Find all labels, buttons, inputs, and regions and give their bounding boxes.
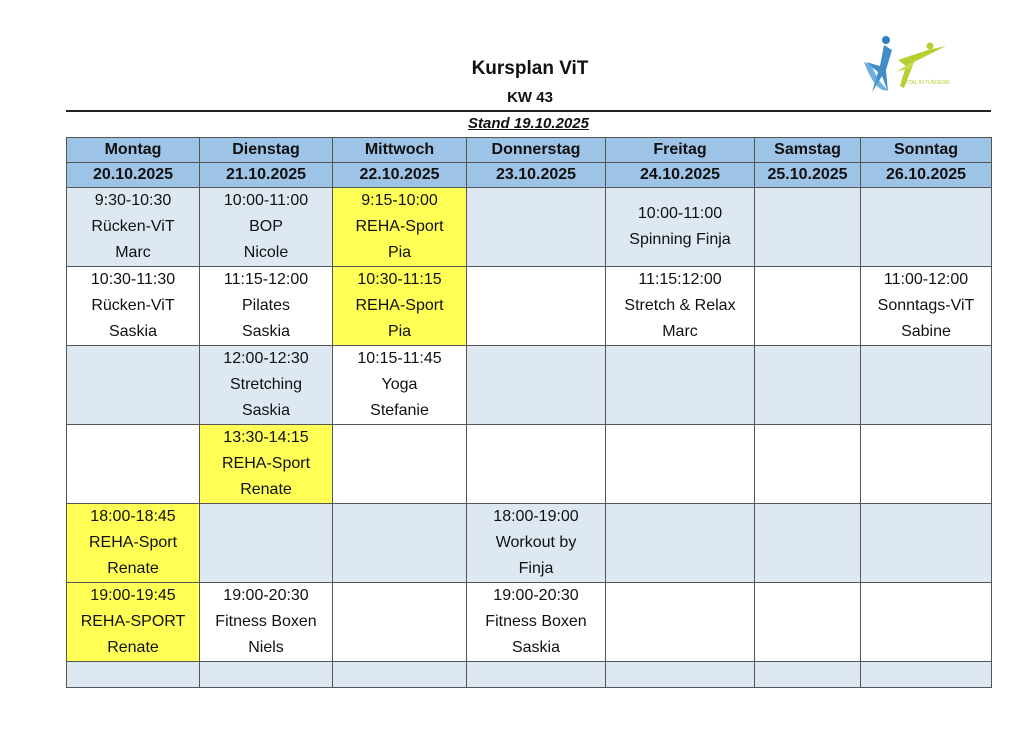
course-time: 11:15:12:00	[638, 271, 722, 288]
day-header-dienstag: Dienstag	[200, 138, 333, 163]
page-title: Kursplan ViT	[471, 58, 589, 79]
course-cell	[467, 188, 606, 267]
course-cell	[333, 346, 467, 425]
course-cell	[861, 583, 992, 662]
course-cell	[333, 267, 467, 346]
course-time: 18:00-18:45	[90, 508, 176, 525]
course-cell	[467, 504, 606, 583]
course-cell	[861, 267, 992, 346]
logo-text: VITAL IN TÜNDERN	[904, 80, 950, 86]
course-cell	[467, 583, 606, 662]
course-time: 12:00-12:30	[223, 350, 309, 367]
course-time: 11:15-12:00	[223, 271, 309, 288]
course-name: Stretching	[229, 376, 303, 393]
course-cell	[861, 346, 992, 425]
course-name: Stretch & Relax	[624, 297, 736, 314]
weekday-header-row	[67, 138, 992, 163]
course-name: Rücken-ViT	[91, 297, 175, 314]
course-cell	[861, 425, 992, 504]
course-cell	[606, 583, 755, 662]
course-trainer: Niels	[248, 639, 284, 656]
course-cell	[606, 504, 755, 583]
course-trainer: Pia	[387, 323, 412, 340]
course-trainer: Stefanie	[370, 402, 429, 419]
course-trainer: Renate	[240, 481, 292, 498]
course-time: 19:00-19:45	[90, 587, 176, 604]
course-cell	[200, 267, 333, 346]
course-cell	[861, 504, 992, 583]
course-time: 10:30-11:30	[90, 271, 176, 288]
schedule-row	[67, 346, 992, 425]
course-cell	[333, 583, 467, 662]
course-trainer: Finja	[518, 560, 554, 577]
course-cell	[606, 425, 755, 504]
course-name: REHA-Sport	[221, 455, 311, 472]
course-name: REHA-Sport	[355, 297, 444, 314]
course-cell	[755, 346, 861, 425]
course-time: 10:00-11:00	[637, 205, 723, 222]
course-cell	[467, 267, 606, 346]
week-label: KW 43	[507, 89, 553, 106]
schedule-row	[67, 583, 992, 662]
date-header: 23.10.2025	[467, 163, 606, 188]
course-cell	[67, 583, 200, 662]
date-header: 24.10.2025	[606, 163, 755, 188]
course-name: Fitness Boxen	[215, 613, 317, 630]
course-name: REHA-Sport	[88, 534, 178, 551]
course-cell	[606, 346, 755, 425]
schedule-row	[67, 425, 992, 504]
course-time: 10:30-11:15	[357, 271, 442, 288]
schedule-row	[67, 188, 992, 267]
date-header: 21.10.2025	[200, 163, 333, 188]
course-name: Spinning Finja	[629, 231, 731, 248]
course-cell	[200, 425, 333, 504]
course-time: 19:00-20:30	[223, 587, 309, 604]
title-divider	[66, 110, 991, 112]
day-header-freitag: Freitag	[606, 138, 755, 163]
course-time: 9:30-10:30	[94, 192, 172, 209]
course-cell	[755, 188, 861, 267]
course-cell	[606, 267, 755, 346]
course-time: 11:00-12:00	[883, 271, 969, 288]
course-cell	[200, 662, 333, 688]
course-trainer: Marc	[662, 323, 698, 340]
course-cell	[67, 188, 200, 267]
course-schedule-table	[66, 137, 992, 688]
course-cell	[200, 346, 333, 425]
schedule-row	[67, 267, 992, 346]
course-cell	[861, 188, 992, 267]
stand-date: Stand 19.10.2025	[468, 115, 589, 132]
course-cell	[467, 662, 606, 688]
course-time: 9:15-10:00	[361, 192, 438, 209]
course-time: 13:30-14:15	[223, 429, 309, 446]
course-time: 10:15-11:45	[357, 350, 442, 367]
course-name: Sonntags-ViT	[877, 297, 975, 314]
vit-logo-icon	[858, 32, 954, 98]
course-cell	[333, 188, 467, 267]
course-name: Yoga	[381, 376, 418, 393]
course-cell	[200, 504, 333, 583]
course-trainer: Saskia	[511, 639, 561, 656]
schedule-body	[67, 188, 992, 688]
course-cell	[333, 662, 467, 688]
course-trainer: Nicole	[243, 244, 289, 261]
course-cell	[755, 662, 861, 688]
day-header-samstag: Samstag	[755, 138, 861, 163]
course-trainer: Renate	[107, 560, 159, 577]
date-header: 20.10.2025	[67, 163, 200, 188]
day-header-montag: Montag	[67, 138, 200, 163]
course-cell	[67, 504, 200, 583]
course-cell	[755, 425, 861, 504]
course-cell	[755, 504, 861, 583]
course-trainer: Sabine	[901, 323, 951, 340]
course-time: 10:00-11:00	[223, 192, 309, 209]
course-name: Fitness Boxen	[485, 613, 587, 630]
course-cell	[67, 267, 200, 346]
course-cell	[755, 267, 861, 346]
course-cell	[200, 583, 333, 662]
course-cell	[67, 346, 200, 425]
course-time: 19:00-20:30	[493, 587, 579, 604]
day-header-donnerstag: Donnerstag	[467, 138, 606, 163]
course-trainer: Marc	[115, 244, 151, 261]
course-trainer: Renate	[107, 639, 159, 656]
schedule-row	[67, 662, 992, 688]
course-cell	[333, 504, 467, 583]
course-cell	[755, 583, 861, 662]
date-header-row	[67, 163, 992, 188]
date-header: 22.10.2025	[333, 163, 467, 188]
day-header-mittwoch: Mittwoch	[333, 138, 467, 163]
course-name: Rücken-ViT	[91, 218, 175, 235]
course-trainer: Pia	[387, 244, 412, 261]
course-cell	[67, 662, 200, 688]
course-time: 18:00-19:00	[493, 508, 579, 525]
course-cell	[606, 662, 755, 688]
course-cell	[467, 346, 606, 425]
course-name: REHA-Sport	[355, 218, 444, 235]
course-cell	[861, 662, 992, 688]
course-name: BOP	[249, 218, 283, 235]
course-name: Workout by	[495, 534, 577, 551]
date-header: 26.10.2025	[861, 163, 992, 188]
course-trainer: Saskia	[241, 402, 291, 419]
course-cell	[200, 188, 333, 267]
course-trainer: Saskia	[241, 323, 291, 340]
schedule-row	[67, 504, 992, 583]
course-name: Pilates	[241, 297, 291, 314]
course-trainer: Saskia	[108, 323, 158, 340]
course-cell	[467, 425, 606, 504]
date-header: 25.10.2025	[755, 163, 861, 188]
course-cell	[67, 425, 200, 504]
course-name: REHA-SPORT	[80, 613, 186, 630]
day-header-sonntag: Sonntag	[861, 138, 992, 163]
course-cell	[606, 188, 755, 267]
course-cell	[333, 425, 467, 504]
